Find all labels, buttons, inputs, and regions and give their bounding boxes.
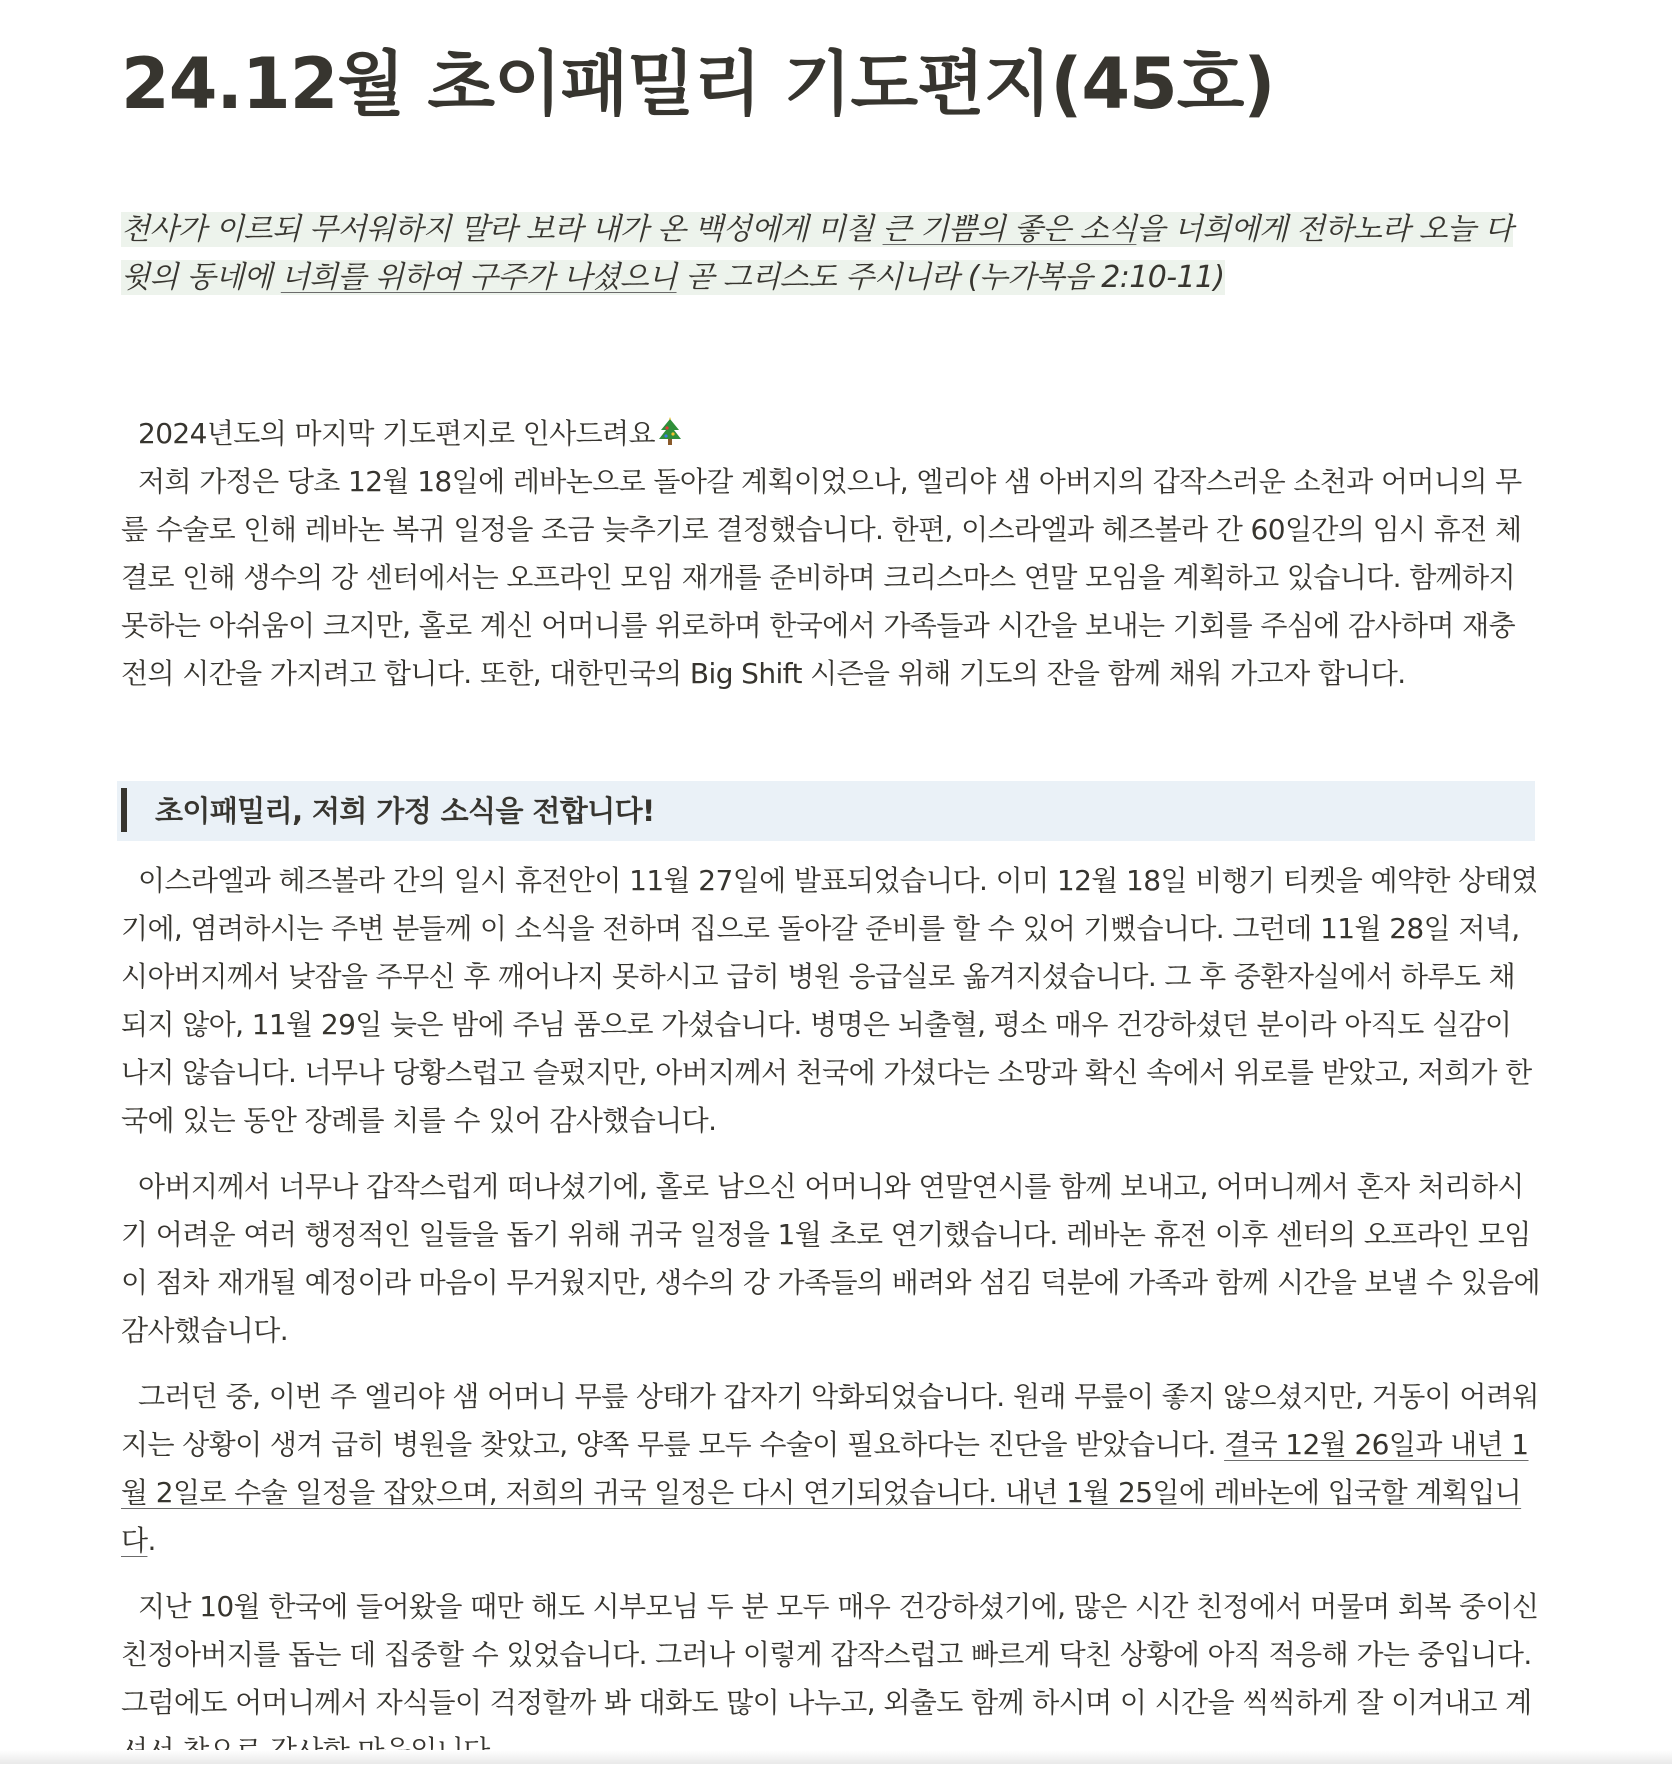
- bible-verse-quote: [121, 206, 1541, 302]
- intro-greeting: [121, 410, 1541, 458]
- intro-block: [121, 410, 1541, 698]
- document-page: [121, 36, 1541, 1775]
- intro-greeting-text: 2024년도의 마지막 기도편지로 인사드려요: [138, 417, 655, 450]
- page-title: 24.12월 초이패밀리 기도편지(45호): [121, 43, 1275, 125]
- news-paragraph-3: [121, 1373, 1541, 1565]
- news-paragraph-2-text: 아버지께서 너무나 갑작스럽게 떠나셨기에, 홀로 남으신 어머니와 연말연시를 함께 보내고, 어머니께서 혼자 처리하시기 어려운 여러 행정적인 일들을 돕기 위해 귀국 일정을 1월 초로 연기했습니다. 레바논 휴전 이후 센터의 오프라인 모임이 점차 재개될 예정이라 마음이 무거웠지만, 생수의 강 가족들의 배려와 섬김 덕분에 가족과 함께 시간을 보낼 수 있음에 감사했습니다.: [121, 1170, 1540, 1347]
- verse-text-1: 천사가 이르되 무서워하지 말라 보라 내가 온 백성에게 미칠: [121, 212, 883, 247]
- verse-underlined-1: 큰 기쁨의 좋은 소식: [882, 212, 1137, 247]
- news-paragraph-3-text: 그러던 중, 이번 주 엘리야 샘 어머니 무릎 상태가 갑자기 악화되었습니다. 원래 무릎이 좋지 않으셨지만, 거동이 어려워지는 상황이 생겨 급히 병원을 찾았고, 양쪽 무릎 모두 수술이 필요하다는 진단을 받았습니다.: [121, 1380, 1539, 1461]
- section-callout: [117, 781, 1535, 841]
- section-heading: 초이패밀리, 저희 가정 소식을 전합니다!: [155, 794, 655, 828]
- intro-body: [121, 458, 1541, 698]
- verse-highlight: [121, 212, 1513, 295]
- news-paragraph-1-text: 이스라엘과 헤즈볼라 간의 일시 휴전안이 11월 27일에 발표되었습니다. 이미 12월 18일 비행기 티켓을 예약한 상태였기에, 염려하시는 주변 분들께 이 소식을 전하며 집으로 돌아갈 준비를 할 수 있어 기뻤습니다. 그런데 11월 28일 저녁, 시아버지께서 낮잠을 주무신 후 깨어나지 못하시고 급히 병원 응급실로 옮겨지셨습니다. 그 후 중환자실에서 하루도 채 되지 않아, 11월 29일 늦은 밤에 주님 품으로 가셨습니다. 병명은 뇌출혈, 평소 매우 건강하셨던 분이라 아직도 실감이 나지 않습니다. 너무나 당황스럽고 슬펐지만, 아버지께서 천국에 가셨다는 소망과 확신 속에서 위로를 받았고, 저희가 한국에 있는 동안 장례를 치를 수 있어 감사했습니다.: [121, 864, 1538, 1137]
- verse-text-2: 을 너희에게 전하노라 오늘 다윗의 동네에: [121, 212, 1513, 295]
- news-paragraph-3-underlined: 결국 12월 26일과 내년 1월 2일로 수술 일정을 잡았으며, 저희의 귀국 일정은 다시 연기되었습니다. 내년 1월 25일에 레바논에 입국할 계획입니다: [121, 1428, 1529, 1557]
- bottom-edge-shadow: [0, 1750, 1672, 1764]
- callout-bar: [121, 788, 127, 832]
- news-paragraph-2: [121, 1163, 1541, 1355]
- christmas-tree-icon: [657, 414, 683, 444]
- verse-underlined-2: 너희를 위하여 구주가 나셨으니: [280, 260, 677, 295]
- news-paragraph-1: [121, 857, 1541, 1145]
- news-paragraph-4-text: 지난 10월 한국에 들어왔을 때만 해도 시부모님 두 분 모두 매우 건강하셨기에, 많은 시간 친정에서 머물며 회복 중이신 친정아버지를 돕는 데 집중할 수 있었습니다. 그러나 이렇게 갑작스럽고 빠르게 닥친 상황에 아직 적응해 가는 중입니다. 그럼에도 어머니께서 자식들이 걱정할까 봐 대화도 많이 나누고, 외출도 함께 하시며 이 시간을 씩씩하게 잘 이겨내고 계: [121, 1590, 1539, 1719]
- intro-body-text: 저희 가정은 당초 12월 18일에 레바논으로 돌아갈 계획이었으나, 엘리야 샘 아버지의 갑작스러운 소천과 어머니의 무릎 수술로 인해 레바논 복귀 일정을 조금 늦추기로 결정했습니다. 한편, 이스라엘과 헤즈볼라 간 60일간의 임시 휴전 체결로 인해 생수의 강 센터에서는 오프라인 모임 재개를 준비하며 크리스마스 연말 모임을 계획하고 있습니다. 함께하지 못하는 아쉬움이 크지만, 홀로 계신 어머니를 위로하며 한국에서 가족들과 시간을 보내는 기회를 주심에 감사하며 재충전의 시간을 가지려고 합니다. 또한, 대한민국의 Big Shift 시즌을 위해 기도의 잔을 함께 채워 가고자 합니다.: [121, 465, 1522, 690]
- verse-text-3: 곧 그리스도 주시니라 (누가복음 2:10-11): [676, 260, 1225, 295]
- news-paragraph-4: [121, 1583, 1541, 1775]
- news-paragraph-3-end: .: [147, 1524, 156, 1557]
